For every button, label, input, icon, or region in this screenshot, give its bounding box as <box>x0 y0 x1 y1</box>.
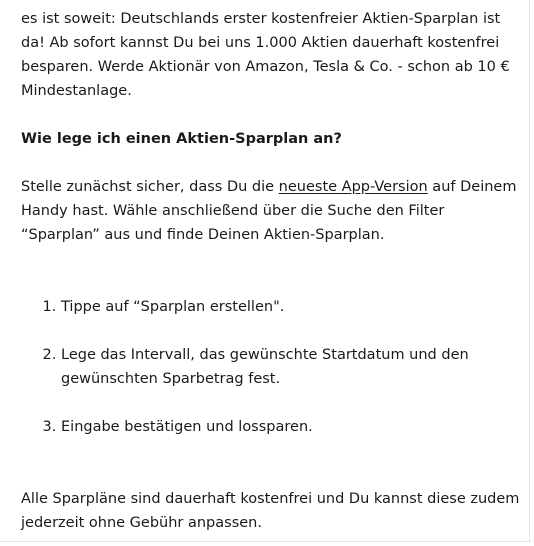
instructions-text-before: Stelle zunächst sicher, dass Du die <box>21 179 279 195</box>
list-item: 1. Tippe auf “Sparplan erstellen". <box>61 295 521 319</box>
list-item: 2. Lege das Intervall, das gewünschte Startdatum und den gewünschten Sparbetrag fest. <box>61 343 521 391</box>
steps-list <box>21 295 521 439</box>
app-version-link[interactable]: neueste App-Version <box>278 179 428 195</box>
instructions-paragraph <box>21 175 521 247</box>
section-heading: Wie lege ich einen Aktien-Sparplan an? <box>21 131 342 147</box>
article-content <box>21 0 521 535</box>
outro-paragraph: Alle Sparpläne sind dauerhaft kostenfrei und Du kannst diese zudem jederzeit ohne Gebühr anpassen. <box>21 491 520 531</box>
instructions-text-after: auf Deinem Handy hast. Wähle anschließend über die Suche den Filter “Sparplan” aus und finde Deinen Aktien-Sparplan. <box>21 179 517 243</box>
intro-paragraph: es ist soweit: Deutschlands erster kostenfreier Aktien-Sparplan ist da! Ab sofort kannst Du bei uns 1.000 Aktien dauerhaft kostenfrei besparen. Werde Aktionär von Amazon, Tesla & Co. - schon ab 10 € Mindestanlage. <box>21 11 510 99</box>
list-item: 3. Eingabe bestätigen und lossparen. <box>61 415 521 439</box>
